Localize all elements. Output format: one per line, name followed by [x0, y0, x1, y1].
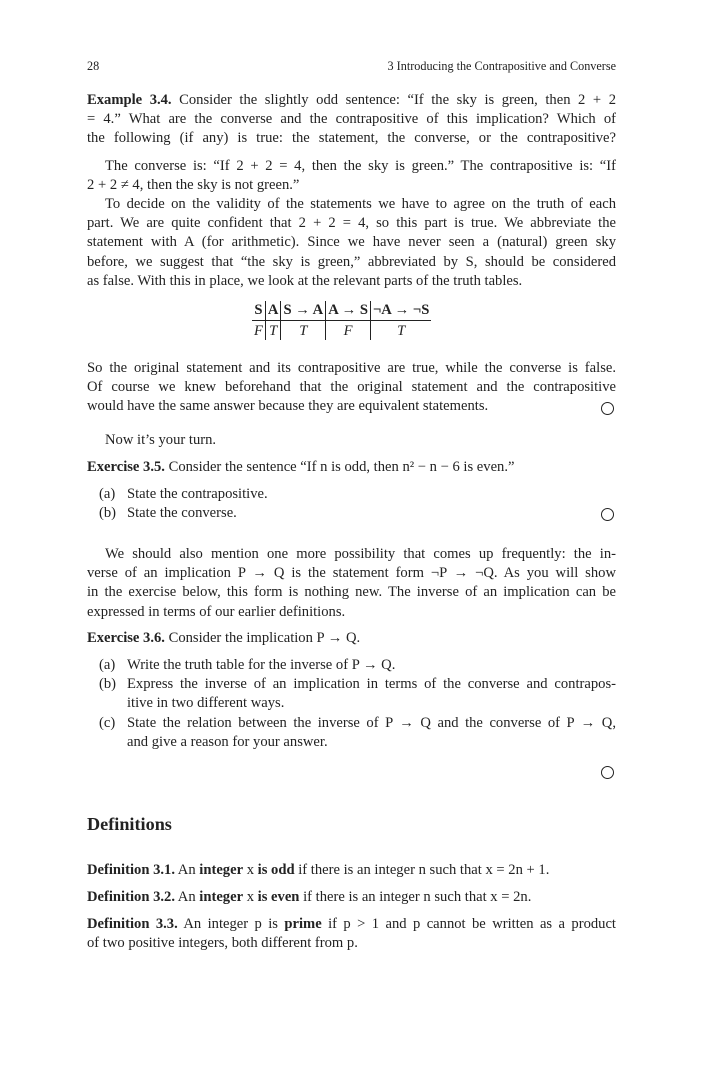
end-of-exercise-mark: [601, 508, 614, 521]
truth-table-header: A → S: [326, 301, 371, 321]
paragraph-line: We should also mention one more possibility that comes up frequently: the in-: [105, 546, 616, 562]
your-turn-line: Now it’s your turn.: [105, 432, 217, 448]
end-of-example-mark: [601, 402, 614, 415]
truth-table-row: [252, 321, 431, 341]
exercise-item: (a) Write the truth table for the inverse of P → Q.: [99, 657, 396, 673]
example-label: Example 3.4.: [87, 92, 172, 108]
truth-table-header: S: [252, 301, 265, 321]
exercise-line: Exercise 3.5. Consider the sentence “If n is odd, then n² − n − 6 is even.”: [87, 459, 515, 475]
paragraph-line: expressed in terms of our earlier definitions.: [87, 603, 346, 620]
exercise-item: (c) State the relation between the inverse of P → Q and the converse of P → Q, and give a reason for your answer.: [99, 714, 616, 750]
paragraph-line: part. We are quite confident that 2 + 2 = 4, so this part is true. We abbreviate the: [87, 215, 616, 232]
exercise-label: Exercise 3.5.: [87, 459, 165, 475]
example-line: Example 3.4. Consider the slightly odd sentence: “If the sky is green, then 2 + 2: [87, 92, 616, 108]
paragraph-line: would have the same answer because they are equivalent statements.: [87, 398, 489, 415]
paragraph-line: verse of an implication P → Q is the statement form ¬P → ¬Q. As you will show: [87, 565, 616, 582]
exercise-3-6: [87, 629, 616, 648]
truth-table: [252, 301, 431, 340]
truth-table-header-row: [252, 301, 431, 321]
truth-table-cell: F: [254, 323, 263, 339]
page-number: 28: [87, 59, 100, 73]
exercise-3-5-items: [99, 485, 616, 523]
exercise-item: (a) State the contrapositive.: [99, 486, 268, 502]
truth-table-cell: T: [265, 321, 281, 341]
paragraph-line: statement with A (for arithmetic). Since we have never seen a (natural) green sky: [87, 234, 616, 251]
example-3-4: [87, 91, 616, 149]
paragraph-line: 2 + 2 ≠ 4, then the sky is not green.”: [87, 177, 300, 194]
paragraph-line: in the exercise below, this form is nothing new. The inverse of an implication can be: [87, 584, 616, 601]
paragraph-line: So the original statement and its contrapositive are true, while the converse is false.: [87, 360, 616, 376]
example-line: the following (if any) is true: the statement, the converse, or the contrapositive?: [87, 130, 616, 147]
truth-table-header: A: [265, 301, 281, 321]
exercise-3-5: [87, 458, 616, 477]
paragraph-line: as false. With this in place, we look at the relevant parts of the truth tables.: [87, 272, 523, 289]
exercise-item: (b) Express the inverse of an implication in terms of the converse and contrapos- itive in two different ways.: [99, 676, 616, 712]
converse-paragraph: [87, 157, 616, 195]
paragraph-line: To decide on the validity of the statements we have to agree on the truth of each: [105, 196, 616, 212]
truth-table-header: S → A: [281, 301, 326, 321]
paragraph-line: before, we suggest that “the sky is green,” abbreviated by S, should be considered: [87, 253, 616, 270]
validity-paragraph: [87, 195, 616, 291]
exercise-label: Exercise 3.6.: [87, 630, 165, 646]
paragraph-line: The converse is: “If 2 + 2 = 4, then the sky is green.” The contrapositive is: “If: [105, 158, 616, 174]
truth-table-cell: T: [370, 321, 431, 341]
truth-table-header: ¬A → ¬S: [370, 301, 431, 321]
chapter-title: 3 Introducing the Contrapositive and Converse: [387, 59, 616, 73]
conclusion-paragraph: [87, 359, 616, 417]
exercise-3-6-items: [99, 656, 616, 752]
definition-3-1: Definition 3.1. An integer x is odd if there is an integer n such that x = 2n + 1.: [87, 862, 550, 878]
truth-table-cell: F: [326, 321, 371, 341]
section-title: Definitions: [87, 814, 172, 834]
definition-3-2: Definition 3.2. An integer x is even if there is an integer n such that x = 2n.: [87, 889, 532, 905]
inverse-paragraph: [87, 545, 616, 622]
exercise-item: (b) State the converse.: [99, 505, 237, 522]
truth-table-cell: T: [281, 321, 326, 341]
example-line: = 4.” What are the converse and the contrapositive of this implication? Which of: [87, 111, 616, 128]
end-of-exercise-mark: [601, 766, 614, 779]
exercise-line: Exercise 3.6. Consider the implication P → Q.: [87, 630, 361, 646]
definition-3-3: Definition 3.3. An integer p is prime if p > 1 and p cannot be written as a product of two positive integers, both different from p.: [87, 916, 616, 952]
paragraph-line: Of course we knew beforehand that the original statement and the contrapositive: [87, 379, 616, 396]
